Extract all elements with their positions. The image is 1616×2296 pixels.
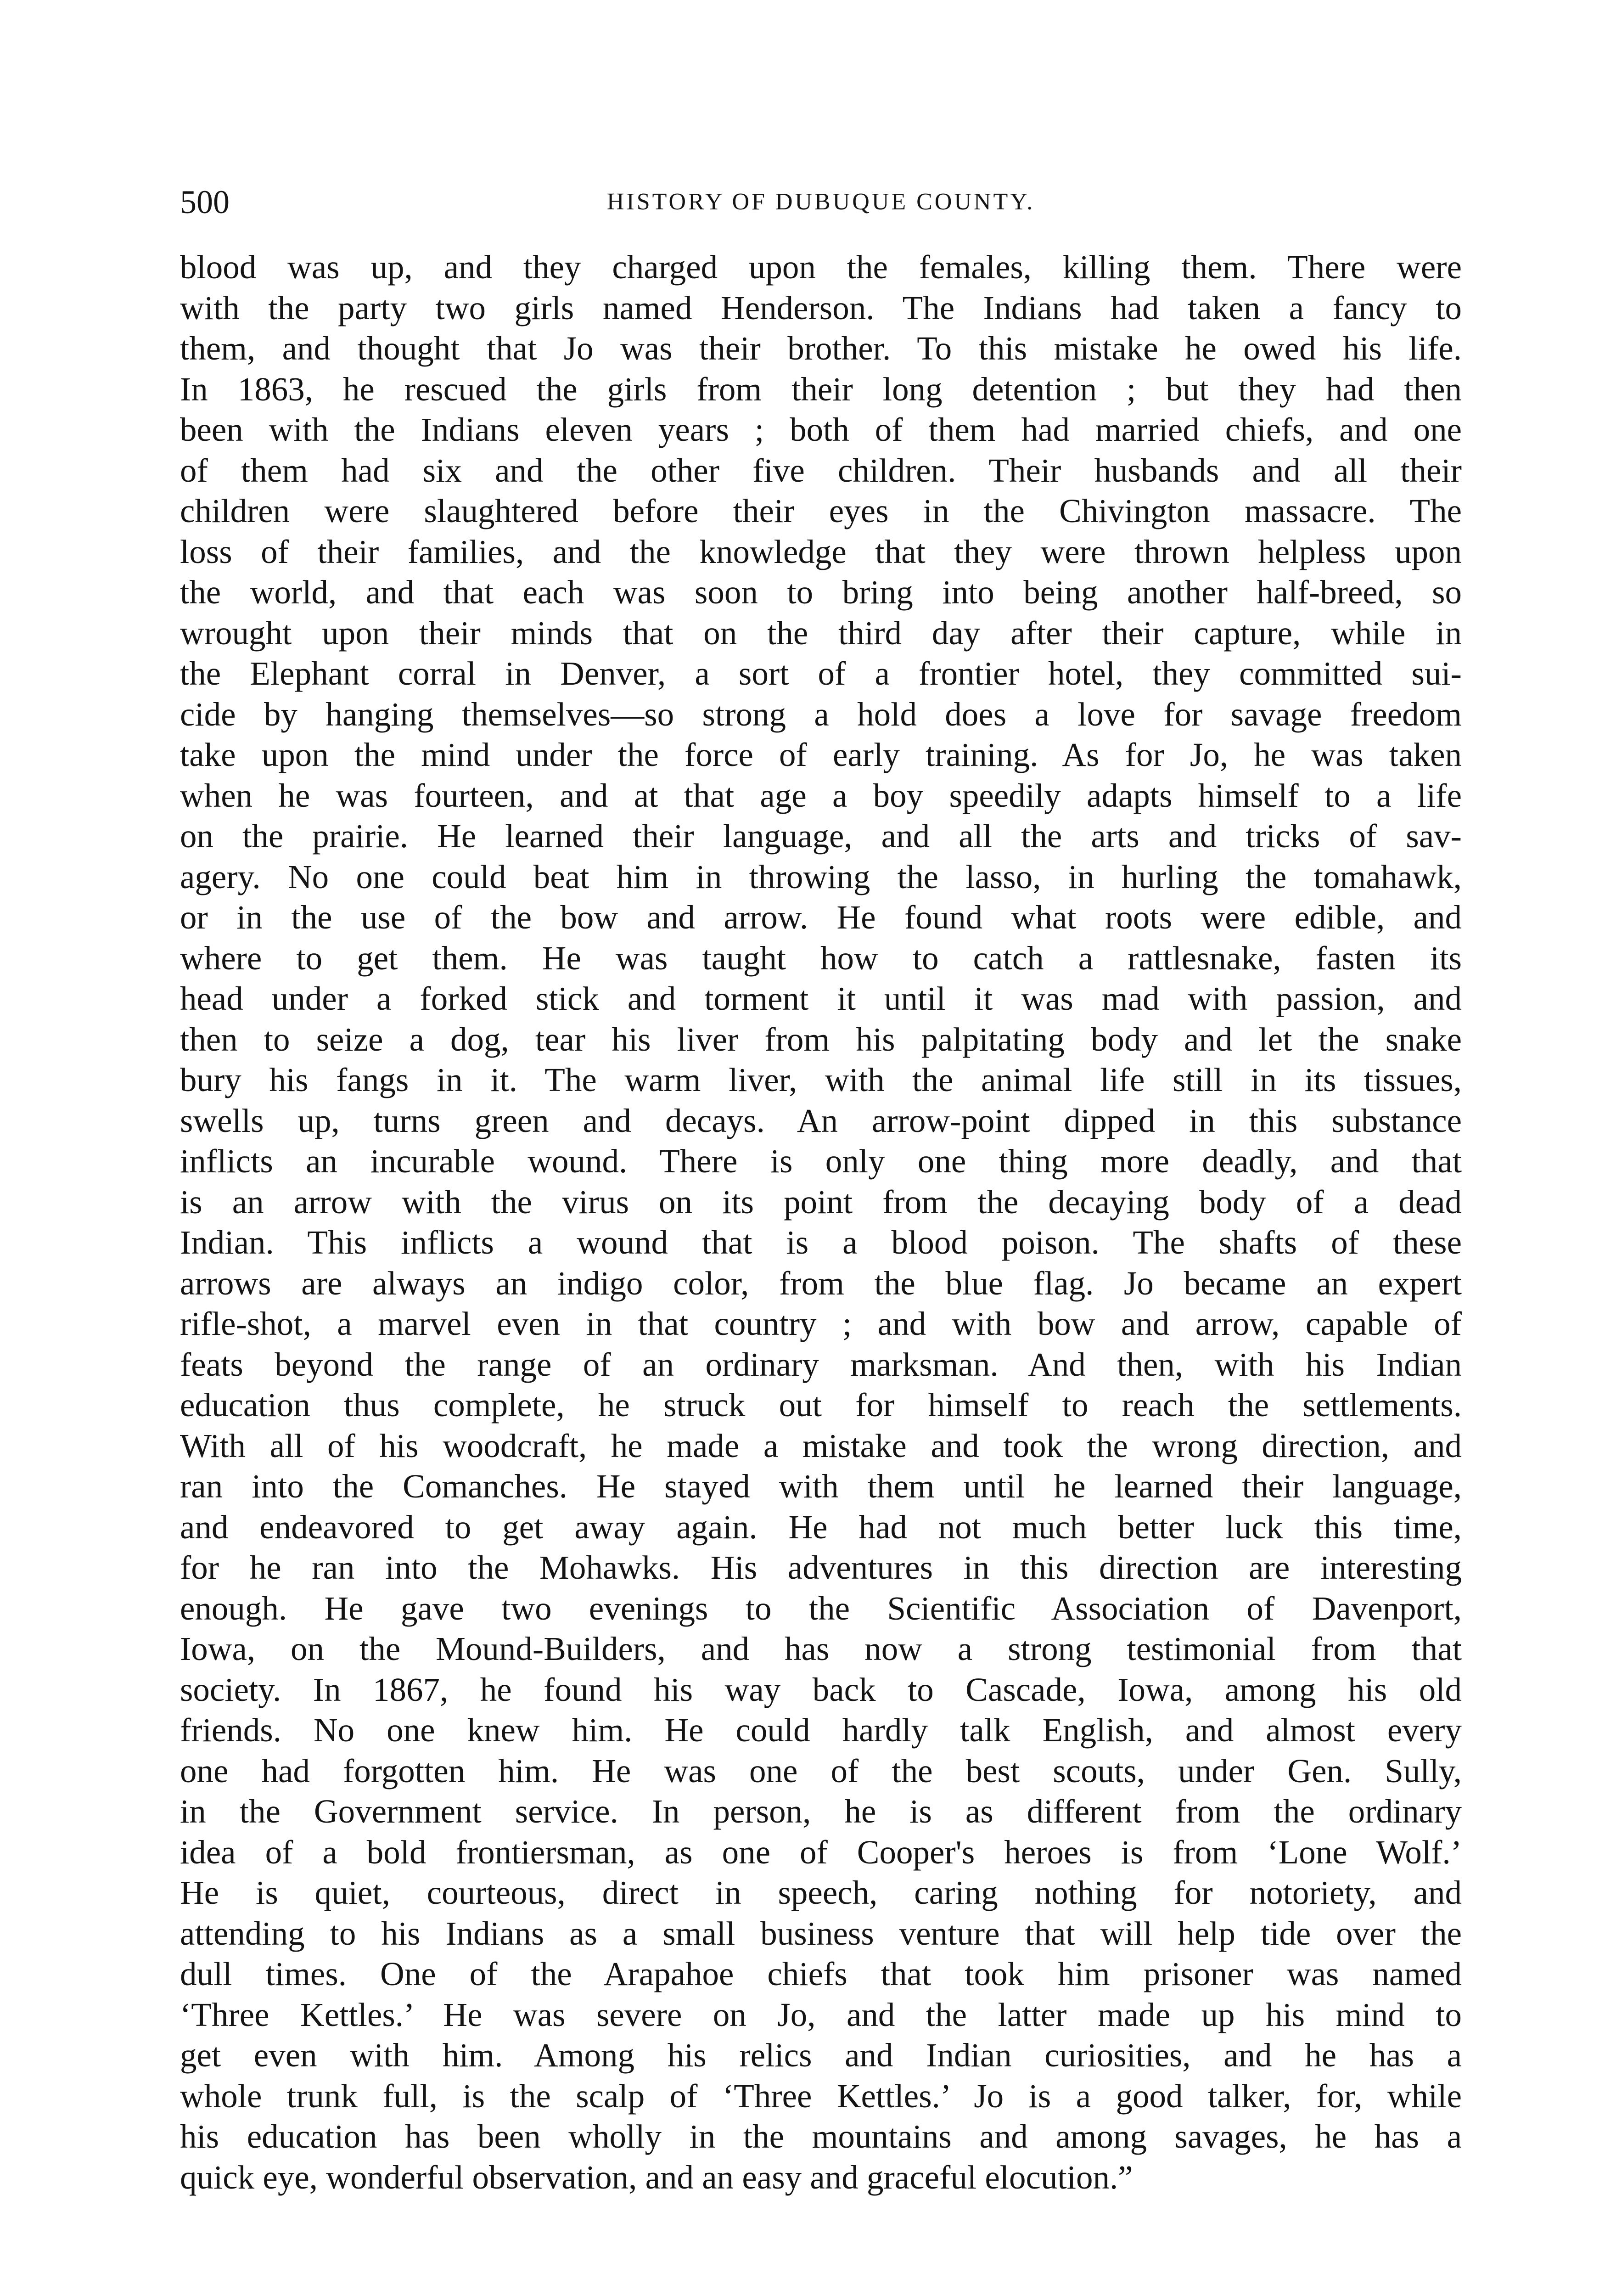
text-line: the world, and that each was soon to bring into being another half-breed, so — [180, 574, 1462, 611]
text-line: wrought upon their minds that on the third day after their capture, while in — [180, 614, 1462, 652]
text-line: the Elephant corral in Denver, a sort of a frontier hotel, they committed sui- — [180, 655, 1462, 692]
text-line: inflicts an incurable wound. There is only one thing more deadly, and that — [180, 1142, 1462, 1180]
body-text — [180, 247, 1462, 2198]
text-line: agery. No one could beat him in throwing the lasso, in hurling the tomahawk, — [180, 858, 1462, 895]
text-line: or in the use of the bow and arrow. He found what roots were edible, and — [180, 899, 1462, 936]
text-line: where to get them. He was taught how to catch a rattlesnake, fasten its — [180, 939, 1462, 977]
text-line: with the party two girls named Henderson. The Indians had taken a fancy to — [180, 289, 1462, 326]
text-line: and endeavored to get away again. He had not much better luck this time, — [180, 1508, 1462, 1546]
text-line: rifle-shot, a marvel even in that country ; and with bow and arrow, capable of — [180, 1305, 1462, 1342]
text-line: arrows are always an indigo color, from the blue flag. Jo became an expert — [180, 1264, 1462, 1302]
text-line: his education has been wholly in the mountains and among savages, he has a — [180, 2118, 1462, 2155]
text-line: then to seize a dog, tear his liver from his palpitating body and let the snake — [180, 1020, 1462, 1058]
text-line: on the prairie. He learned their language, and all the arts and tricks of sav- — [180, 817, 1462, 855]
running-head: HISTORY OF DUBUQUE COUNTY. — [606, 189, 1035, 215]
text-line: feats beyond the range of an ordinary marksman. And then, with his Indian — [180, 1345, 1462, 1383]
text-line: enough. He gave two evenings to the Scientific Association of Davenport, — [180, 1589, 1462, 1627]
text-line: of them had six and the other five children. Their husbands and all their — [180, 451, 1462, 489]
text-line: is an arrow with the virus on its point from the decaying body of a dead — [180, 1183, 1462, 1221]
text-line: quick eye, wonderful observation, and an easy and graceful elocution.” — [180, 2158, 1133, 2196]
text-line: get even with him. Among his relics and Indian curiosities, and he has a — [180, 2037, 1462, 2074]
text-line: idea of a bold frontiersman, as one of Cooper's heroes is from ‘Lone Wolf.’ — [180, 1833, 1462, 1871]
text-line: one had forgotten him. He was one of the best scouts, under Gen. Sully, — [180, 1752, 1462, 1790]
text-line: head under a forked stick and torment it until it was mad with passion, and — [180, 980, 1462, 1017]
text-line: In 1863, he rescued the girls from their long detention ; but they had then — [180, 370, 1462, 408]
text-line: whole trunk full, is the scalp of ‘Three Kettles.’ Jo is a good talker, for, while — [180, 2077, 1462, 2115]
text-line: dull times. One of the Arapahoe chiefs that took him prisoner was named — [180, 1955, 1462, 1992]
text-line: With all of his woodcraft, he made a mistake and took the wrong direction, and — [180, 1427, 1462, 1464]
text-line: in the Government service. In person, he is as different from the ordinary — [180, 1793, 1462, 1830]
text-line: blood was up, and they charged upon the females, killing them. There were — [180, 248, 1462, 286]
text-line: education thus complete, he struck out for himself to reach the settlements. — [180, 1386, 1462, 1424]
text-line: them, and thought that Jo was their brother. To this mistake he owed his life. — [180, 330, 1462, 367]
text-line: friends. No one knew him. He could hardly talk English, and almost every — [180, 1711, 1462, 1749]
page-number: 500 — [180, 184, 230, 220]
text-line: take upon the mind under the force of early training. As for Jo, he was taken — [180, 736, 1462, 773]
text-line: when he was fourteen, and at that age a boy speedily adapts himself to a life — [180, 777, 1462, 814]
text-line: ran into the Comanches. He stayed with them until he learned their language, — [180, 1468, 1462, 1505]
text-line: loss of their families, and the knowledge that they were thrown helpless upon — [180, 533, 1462, 570]
text-line: society. In 1867, he found his way back to Cascade, Iowa, among his old — [180, 1671, 1462, 1708]
text-line: for he ran into the Mohawks. His adventures in this direction are interesting — [180, 1549, 1462, 1586]
page-header — [180, 181, 1462, 223]
text-line: ‘Three Kettles.’ He was severe on Jo, and the latter made up his mind to — [180, 1996, 1462, 2033]
text-line: He is quiet, courteous, direct in speech, caring nothing for notoriety, and — [180, 1874, 1462, 1911]
text-line: attending to his Indians as a small business venture that will help tide over the — [180, 1914, 1462, 1952]
text-line: bury his fangs in it. The warm liver, with the animal life still in its tissues, — [180, 1061, 1462, 1098]
text-line: been with the Indians eleven years ; both of them had married chiefs, and one — [180, 411, 1462, 448]
text-line: cide by hanging themselves—so strong a hold does a love for savage freedom — [180, 695, 1462, 733]
text-line: Iowa, on the Mound-Builders, and has now a strong testimonial from that — [180, 1630, 1462, 1667]
text-line: children were slaughtered before their eyes in the Chivington massacre. The — [180, 492, 1462, 529]
text-line: swells up, turns green and decays. An arrow-point dipped in this substance — [180, 1102, 1462, 1139]
text-line: Indian. This inflicts a wound that is a blood poison. The shafts of these — [180, 1224, 1462, 1261]
